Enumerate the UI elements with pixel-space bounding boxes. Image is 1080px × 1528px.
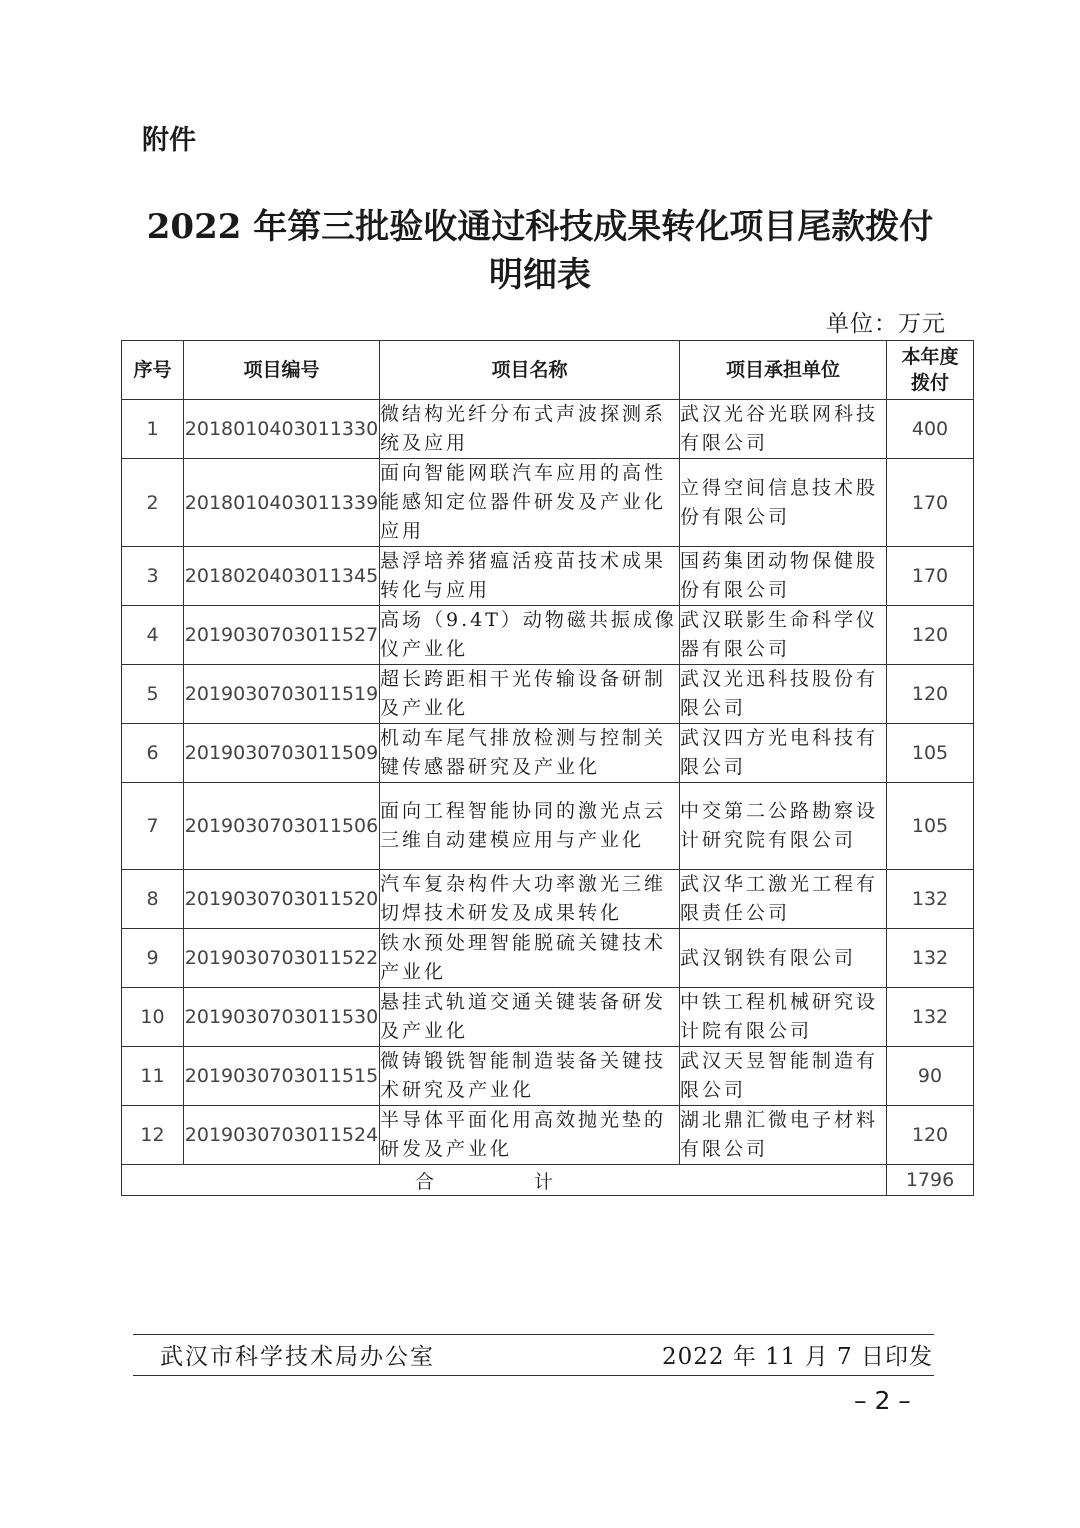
row-code: 2019030703011506 — [184, 783, 380, 870]
issue-date: 2022 年 11 月 7 日印发 — [662, 1344, 933, 1370]
row-code: 2018010403011339 — [184, 459, 380, 547]
total-label: 合计 — [122, 1165, 887, 1196]
table-row — [122, 724, 974, 783]
header-code: 项目编号 — [184, 341, 380, 400]
row-amount: 120 — [887, 665, 974, 724]
document-title: 2022 年第三批验收通过科技成果转化项目尾款拨付 — [146, 207, 934, 247]
row-project-name: 超长跨距相干光传输设备研制及产业化 — [380, 665, 680, 724]
row-no: 11 — [122, 1047, 184, 1106]
row-organization: 中铁工程机械研究设计院有限公司 — [680, 988, 887, 1047]
footer-rule-bottom — [133, 1375, 934, 1376]
row-no: 7 — [122, 783, 184, 870]
table-row — [122, 988, 974, 1047]
row-project-name: 悬浮培养猪瘟活疫苗技术成果转化与应用 — [380, 547, 680, 606]
table-row — [122, 606, 974, 665]
funding-detail-table — [121, 340, 974, 1196]
row-project-name: 面向工程智能协同的激光点云三维自动建模应用与产业化 — [380, 783, 680, 870]
total-amount: 1796 — [887, 1165, 974, 1196]
row-amount: 105 — [887, 724, 974, 783]
row-organization: 武汉光迅科技股份有限公司 — [680, 665, 887, 724]
row-amount: 132 — [887, 929, 974, 988]
row-no: 12 — [122, 1106, 184, 1165]
issuer-office: 武汉市科学技术局办公室 — [160, 1344, 435, 1370]
row-no: 2 — [122, 459, 184, 547]
header-amount: 本年度拨付 — [887, 341, 974, 400]
row-no: 5 — [122, 665, 184, 724]
row-code: 2019030703011522 — [184, 929, 380, 988]
header-seq: 序号 — [122, 341, 184, 400]
row-code: 2019030703011515 — [184, 1047, 380, 1106]
row-code: 2019030703011530 — [184, 988, 380, 1047]
row-project-name: 面向智能网联汽车应用的高性能感知定位器件研发及产业化应用 — [380, 459, 680, 547]
row-no: 8 — [122, 870, 184, 929]
row-no: 4 — [122, 606, 184, 665]
total-row — [122, 1165, 974, 1196]
row-code: 2019030703011524 — [184, 1106, 380, 1165]
header-unit: 项目承担单位 — [680, 341, 887, 400]
table-row — [122, 929, 974, 988]
row-code: 2019030703011519 — [184, 665, 380, 724]
row-organization: 武汉华工激光工程有限责任公司 — [680, 870, 887, 929]
row-amount: 105 — [887, 783, 974, 870]
row-organization: 武汉钢铁有限公司 — [680, 929, 887, 988]
row-no: 1 — [122, 400, 184, 459]
row-organization: 武汉天昱智能制造有限公司 — [680, 1047, 887, 1106]
row-organization: 武汉四方光电科技有限公司 — [680, 724, 887, 783]
row-project-name: 机动车尾气排放检测与控制关键传感器研究及产业化 — [380, 724, 680, 783]
table-row — [122, 1047, 974, 1106]
table-row — [122, 783, 974, 870]
row-code: 2019030703011509 — [184, 724, 380, 783]
footer-rule-top — [133, 1334, 934, 1335]
row-amount: 170 — [887, 459, 974, 547]
page-number: – 2 – — [854, 1386, 911, 1415]
row-amount: 170 — [887, 547, 974, 606]
row-amount: 120 — [887, 606, 974, 665]
row-amount: 90 — [887, 1047, 974, 1106]
row-project-name: 微铸锻铣智能制造装备关键技术研究及产业化 — [380, 1047, 680, 1106]
row-no: 10 — [122, 988, 184, 1047]
row-amount: 400 — [887, 400, 974, 459]
row-code: 2018010403011330 — [184, 400, 380, 459]
row-organization: 国药集团动物保健股份有限公司 — [680, 547, 887, 606]
row-no: 9 — [122, 929, 184, 988]
table-header-row — [122, 341, 974, 400]
table-row — [122, 459, 974, 547]
attachment-label: 附件 — [142, 125, 196, 156]
unit-label: 单位：万元 — [826, 311, 946, 337]
row-project-name: 高场（9.4T）动物磁共振成像仪产业化 — [380, 606, 680, 665]
table-row — [122, 665, 974, 724]
table-row — [122, 870, 974, 929]
row-organization: 武汉联影生命科学仪器有限公司 — [680, 606, 887, 665]
row-organization: 武汉光谷光联网科技有限公司 — [680, 400, 887, 459]
row-project-name: 汽车复杂构件大功率激光三维切焊技术研发及成果转化 — [380, 870, 680, 929]
row-amount: 132 — [887, 870, 974, 929]
row-no: 3 — [122, 547, 184, 606]
row-amount: 132 — [887, 988, 974, 1047]
row-amount: 120 — [887, 1106, 974, 1165]
table-row — [122, 547, 974, 606]
row-code: 2018020403011345 — [184, 547, 380, 606]
row-project-name: 铁水预处理智能脱硫关键技术产业化 — [380, 929, 680, 988]
header-name: 项目名称 — [380, 341, 680, 400]
row-organization: 立得空间信息技术股份有限公司 — [680, 459, 887, 547]
table-row — [122, 1106, 974, 1165]
table-row — [122, 400, 974, 459]
row-code: 2019030703011520 — [184, 870, 380, 929]
row-project-name: 半导体平面化用高效抛光垫的研发及产业化 — [380, 1106, 680, 1165]
document-title-line2: 明细表 — [489, 255, 591, 295]
row-organization: 湖北鼎汇微电子材料有限公司 — [680, 1106, 887, 1165]
row-organization: 中交第二公路勘察设计研究院有限公司 — [680, 783, 887, 870]
row-code: 2019030703011527 — [184, 606, 380, 665]
row-project-name: 悬挂式轨道交通关键装备研发及产业化 — [380, 988, 680, 1047]
row-project-name: 微结构光纤分布式声波探测系统及应用 — [380, 400, 680, 459]
row-no: 6 — [122, 724, 184, 783]
